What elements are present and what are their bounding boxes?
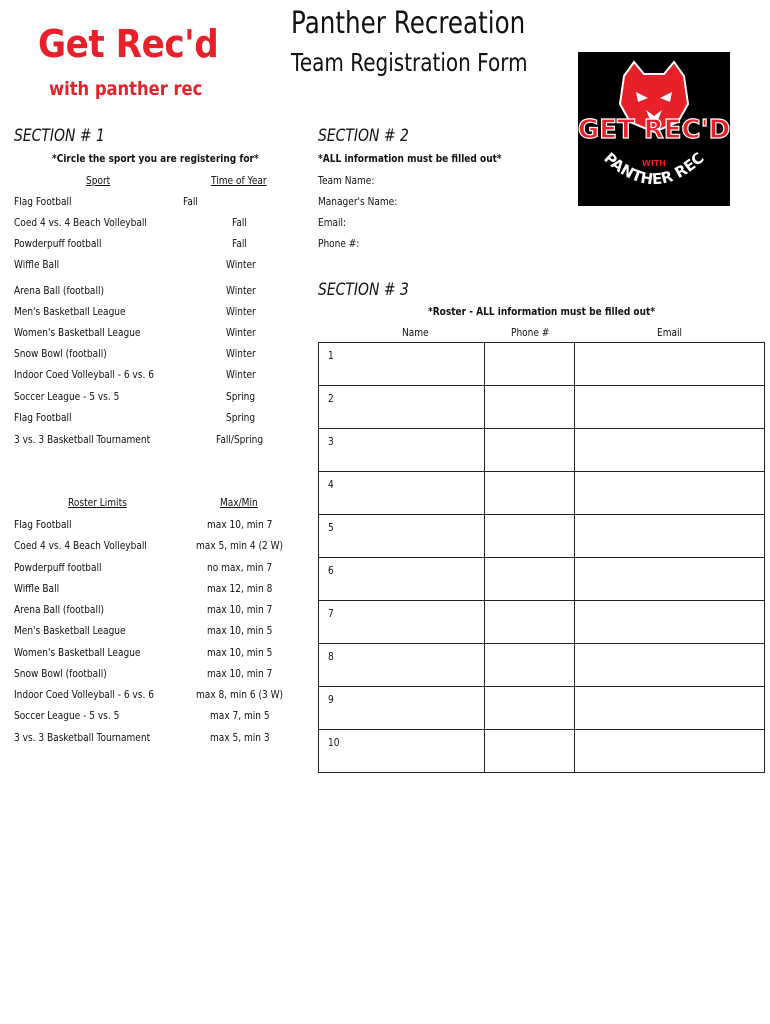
roster-name-cell[interactable] — [319, 472, 485, 515]
roster-phone-cell[interactable] — [485, 343, 575, 386]
email-field[interactable]: Email: — [318, 216, 347, 229]
roster-row-number: 5 — [328, 521, 334, 534]
limit-sport-name: Soccer League - 5 vs. 5 — [14, 709, 120, 722]
limit-sport-name: Powderpuff football — [14, 561, 102, 574]
roster-name-header: Name — [402, 326, 429, 339]
roster-row-number: 9 — [328, 693, 334, 706]
limit-value: max 12, min 8 — [207, 582, 273, 595]
sport-name[interactable]: Soccer League - 5 vs. 5 — [14, 390, 120, 403]
limit-value: max 10, min 7 — [207, 603, 273, 616]
sport-name[interactable]: Indoor Coed Volleyball - 6 vs. 6 — [14, 368, 154, 381]
sport-time: Winter — [226, 347, 256, 360]
sport-name[interactable]: Women's Basketball League — [14, 326, 141, 339]
team-name-field[interactable]: Team Name: — [318, 174, 375, 187]
logo-text-panther: PANTHER REC — [600, 148, 708, 189]
sport-time: Winter — [226, 258, 256, 271]
roster-email-cell[interactable] — [575, 558, 765, 601]
sport-name[interactable]: 3 vs. 3 Basketball Tournament — [14, 433, 151, 446]
limit-sport-name: Coed 4 vs. 4 Beach Volleyball — [14, 539, 147, 552]
roster-email-cell[interactable] — [575, 515, 765, 558]
roster-name-cell[interactable] — [319, 515, 485, 558]
sport-column-header: Sport — [86, 174, 111, 187]
sport-name[interactable]: Arena Ball (football) — [14, 284, 104, 297]
section1-instruction: *Circle the sport you are registering for* — [52, 152, 259, 165]
limit-value: no max, min 7 — [207, 561, 273, 574]
roster-name-cell[interactable] — [319, 687, 485, 730]
limit-value: max 10, min 7 — [207, 518, 273, 531]
roster-name-cell[interactable] — [319, 601, 485, 644]
roster-name-cell[interactable] — [319, 644, 485, 687]
roster-email-cell[interactable] — [575, 730, 765, 773]
limit-sport-name: Men's Basketball League — [14, 624, 126, 637]
sport-time: Winter — [226, 326, 256, 339]
sport-time: Winter — [226, 305, 256, 318]
roster-phone-cell[interactable] — [485, 644, 575, 687]
roster-phone-cell[interactable] — [485, 429, 575, 472]
limit-value: max 5, min 4 (2 W) — [196, 539, 284, 552]
sport-name[interactable]: Flag Football — [14, 411, 72, 424]
roster-email-header: Email — [657, 326, 683, 339]
roster-row-number: 10 — [328, 736, 340, 749]
logo-text-with: WITH — [642, 159, 666, 168]
limit-sport-name: Indoor Coed Volleyball - 6 vs. 6 — [14, 688, 154, 701]
section2-heading: SECTION # 2 — [318, 126, 409, 146]
limit-value: max 8, min 6 (3 W) — [196, 688, 284, 701]
table-row — [319, 515, 765, 558]
roster-email-cell[interactable] — [575, 601, 765, 644]
roster-row-number: 7 — [328, 607, 334, 620]
roster-email-cell[interactable] — [575, 386, 765, 429]
section3-instruction: *Roster - ALL information must be filled out* — [428, 305, 656, 318]
table-row — [319, 472, 765, 515]
sport-time: Winter — [226, 284, 256, 297]
table-row — [319, 386, 765, 429]
roster-email-cell[interactable] — [575, 644, 765, 687]
roster-table — [318, 342, 765, 773]
roster-row-number: 4 — [328, 478, 334, 491]
limit-sport-name: Women's Basketball League — [14, 646, 141, 659]
sport-time: Fall — [232, 237, 247, 250]
roster-row-number: 1 — [328, 349, 334, 362]
roster-phone-cell[interactable] — [485, 558, 575, 601]
limit-sport-name: 3 vs. 3 Basketball Tournament — [14, 731, 151, 744]
sport-time: Fall/Spring — [216, 433, 264, 446]
sport-time: Spring — [226, 411, 256, 424]
roster-email-cell[interactable] — [575, 429, 765, 472]
roster-email-cell[interactable] — [575, 687, 765, 730]
sport-time: Spring — [226, 390, 256, 403]
section2-instruction: *ALL information must be filled out* — [318, 152, 502, 165]
page-title: Panther Recreation — [291, 6, 526, 41]
panther-logo-icon — [578, 52, 730, 206]
table-row — [319, 558, 765, 601]
table-row — [319, 343, 765, 386]
limit-sport-name: Arena Ball (football) — [14, 603, 104, 616]
roster-row-number: 6 — [328, 564, 334, 577]
brand-title: Get Rec'd — [38, 22, 219, 66]
section3-heading: SECTION # 3 — [318, 280, 409, 300]
roster-row-number: 3 — [328, 435, 334, 448]
limit-value: max 10, min 7 — [207, 667, 273, 680]
roster-limits-header: Roster Limits — [68, 496, 127, 509]
roster-email-cell[interactable] — [575, 343, 765, 386]
limit-sport-name: Snow Bowl (football) — [14, 667, 107, 680]
limit-value: max 7, min 5 — [210, 709, 270, 722]
section1-heading: SECTION # 1 — [14, 126, 105, 146]
roster-name-cell[interactable] — [319, 386, 485, 429]
limit-value: max 5, min 3 — [210, 731, 270, 744]
sport-time: Winter — [226, 368, 256, 381]
roster-name-cell[interactable] — [319, 730, 485, 773]
panther-logo-graphic — [578, 52, 730, 206]
sport-name[interactable]: Coed 4 vs. 4 Beach Volleyball — [14, 216, 147, 229]
roster-phone-header: Phone # — [511, 326, 550, 339]
roster-phone-cell[interactable] — [485, 386, 575, 429]
time-column-header: Time of Year — [211, 174, 267, 187]
roster-name-cell[interactable] — [319, 429, 485, 472]
phone-field[interactable]: Phone #: — [318, 237, 360, 250]
sport-name[interactable]: Snow Bowl (football) — [14, 347, 107, 360]
sport-time: Fall — [232, 216, 247, 229]
limit-sport-name: Wiffle Ball — [14, 582, 60, 595]
sport-name[interactable]: Powderpuff football — [14, 237, 102, 250]
roster-phone-cell[interactable] — [485, 472, 575, 515]
logo-text-main: GET REC'D — [578, 115, 730, 145]
page-subtitle: Team Registration Form — [291, 48, 528, 77]
limit-value: max 10, min 5 — [207, 624, 273, 637]
sport-name[interactable]: Men's Basketball League — [14, 305, 126, 318]
table-row — [319, 644, 765, 687]
sport-name[interactable]: Flag Football — [14, 195, 72, 208]
table-row — [319, 429, 765, 472]
table-row — [319, 601, 765, 644]
roster-name-cell[interactable] — [319, 343, 485, 386]
maxmin-header: Max/Min — [220, 496, 258, 509]
roster-email-cell[interactable] — [575, 472, 765, 515]
limit-value: max 10, min 5 — [207, 646, 273, 659]
table-row — [319, 687, 765, 730]
limit-sport-name: Flag Football — [14, 518, 72, 531]
roster-name-cell[interactable] — [319, 558, 485, 601]
manager-name-field[interactable]: Manager's Name: — [318, 195, 398, 208]
roster-phone-cell[interactable] — [485, 730, 575, 773]
roster-row-number: 2 — [328, 392, 334, 405]
roster-row-number: 8 — [328, 650, 334, 663]
roster-phone-cell[interactable] — [485, 515, 575, 558]
roster-phone-cell[interactable] — [485, 687, 575, 730]
roster-phone-cell[interactable] — [485, 601, 575, 644]
sport-time: Fall — [183, 195, 198, 208]
table-row — [319, 730, 765, 773]
sport-name[interactable]: Wiffle Ball — [14, 258, 60, 271]
brand-subtitle: with panther rec — [49, 78, 203, 100]
